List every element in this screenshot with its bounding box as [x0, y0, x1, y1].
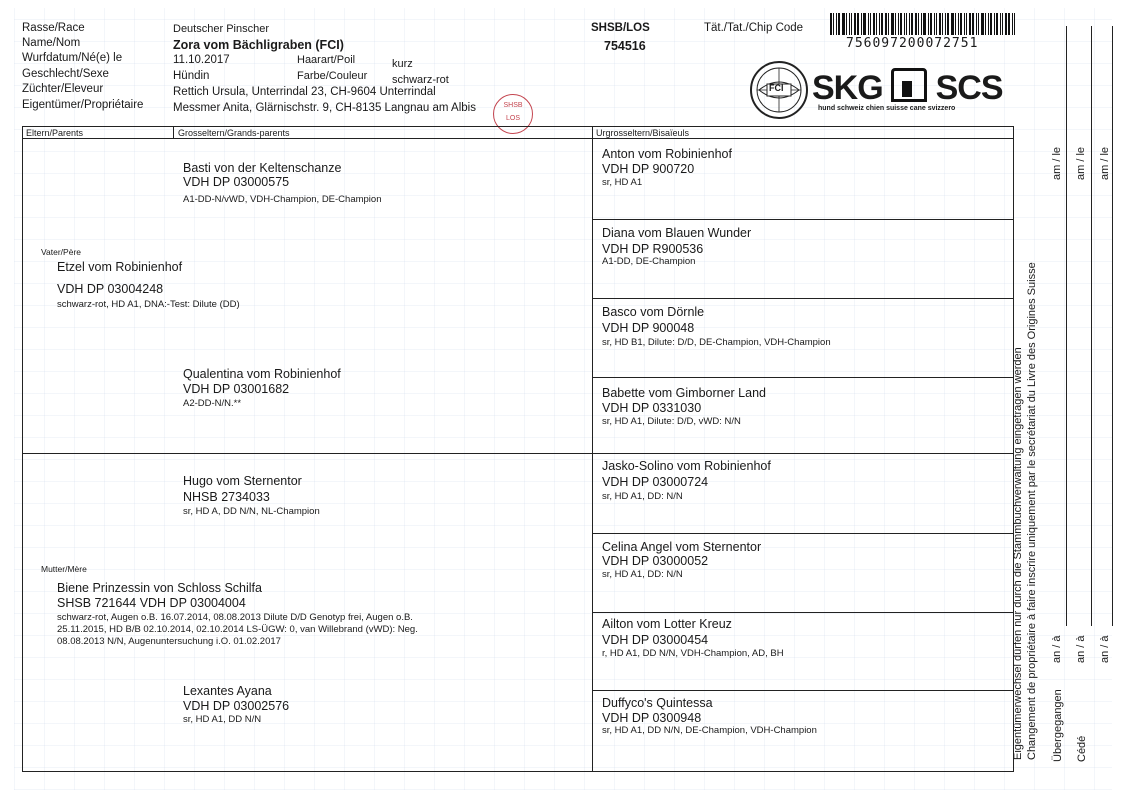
to-label: an / à [1099, 635, 1111, 663]
grandparent-name: Hugo vom Sternentor [183, 474, 302, 488]
studbook-label: SHSB/LOS [591, 22, 650, 34]
ownership-notice-de: Eigentümerwechsel dürfen nur durch die Stammbuchverwaltung eingetragen werden [1012, 347, 1024, 760]
barcode-bar [936, 13, 937, 35]
sire-reg: VDH DP 03004248 [57, 282, 164, 296]
great-grandparent-info: sr, HD A1, Dilute: D/D, vWD: N/N [602, 416, 741, 427]
barcode-bar [960, 13, 962, 35]
barcode-bar [1000, 13, 1001, 35]
ceded-label: Cédé [1076, 735, 1088, 762]
grandparent-reg: VDH DP 03000575 [183, 175, 290, 189]
great-grandparent-info: sr, HD B1, Dilute: D/D, DE-Champion, VDH-Champion [602, 337, 831, 348]
breed-label: Rasse/Race [22, 22, 85, 34]
grandparent-name: Qualentina vom Robinienhof [183, 367, 341, 381]
barcode-bar [955, 13, 956, 35]
great-grandparent-reg: VDH DP 03000724 [602, 475, 709, 489]
color-label: Farbe/Couleur [297, 70, 368, 82]
birth-label: Wurfdatum/Né(e) le [22, 52, 123, 64]
sire-name: Etzel vom Robinienhof [57, 260, 183, 274]
great-grandparent-name: Anton vom Robinienhof [602, 147, 732, 161]
barcode-bar [1002, 13, 1003, 35]
barcode-bar [939, 13, 941, 35]
great-grandparents-column-header: Urgrosseltern/Bisaïeuls [596, 128, 690, 138]
barcode-bar [854, 13, 856, 35]
date-label: am / le [1051, 146, 1063, 180]
grandparent-name: Basti von der Keltenschanze [183, 161, 342, 175]
barcode-bar [900, 13, 902, 35]
barcode-bar [849, 13, 850, 35]
great-grandparent-name: Ailton vom Lotter Kreuz [602, 617, 732, 631]
dam-role: Mutter/Mère [41, 564, 87, 574]
chip-barcode [830, 13, 1017, 35]
date-label: am / le [1099, 146, 1111, 180]
barcode-bar [1014, 13, 1015, 35]
date-label: am / le [1075, 146, 1087, 180]
barcode-bar [978, 13, 979, 35]
to-label: an / à [1051, 635, 1063, 663]
barcode-bar [846, 13, 847, 35]
barcode-bar [1012, 13, 1013, 35]
dog-name: Zora vom Bächligraben (FCI) [173, 38, 344, 52]
great-grandparent-reg: VDH DP 0331030 [602, 401, 702, 415]
pedigree-certificate [14, 8, 1112, 790]
great-grandparent-info: r, HD A1, DD N/N, VDH-Champion, AD, BH [602, 648, 784, 659]
grandparent-info: sr, HD A1, DD N/N [183, 714, 262, 725]
sex-label: Geschlecht/Sexe [22, 68, 109, 80]
barcode-bar [994, 13, 995, 35]
owner-value: Messmer Anita, Glärnischstr. 9, CH-8135 Langnau am Albis [173, 102, 476, 114]
barcode-bar [964, 13, 965, 35]
dam-info-line: schwarz-rot, Augen o.B. 16.07.2014, 08.08.2013 Dilute D/D Genotyp frei, Augen o.B. [57, 612, 413, 623]
grandparent-reg: VDH DP 03002576 [183, 699, 290, 713]
dam-reg: SHSB 721644 VDH DP 03004004 [57, 596, 246, 610]
barcode-bar [857, 13, 859, 35]
barcode-bar [923, 13, 926, 35]
owner-label: Eigentümer/Propriétaire [22, 99, 144, 111]
barcode-bar [873, 13, 875, 35]
barcode-bar [969, 13, 971, 35]
sire-role: Vater/Père [41, 247, 82, 257]
grandparent-info: A2-DD-N/N.** [183, 398, 242, 409]
barcode-bar [881, 13, 883, 35]
great-grandparent-reg: VDH DP 900720 [602, 162, 695, 176]
barcode-bar [934, 13, 935, 35]
breeder-label: Züchter/Eleveur [22, 83, 104, 95]
great-grandparent-info: sr, HD A1 [602, 177, 643, 188]
sex-value: Hündin [173, 70, 210, 82]
great-grandparent-name: Jasko-Solino vom Robinienhof [602, 459, 771, 473]
barcode-bar [888, 13, 889, 35]
skg-tagline: hund schweiz chien suisse cane svizzero [818, 105, 956, 112]
barcode-bar [996, 13, 998, 35]
barcode-bar [915, 13, 917, 35]
grandparent-reg: NHSB 2734033 [183, 490, 270, 504]
barcode-bar [951, 13, 954, 35]
barcode-bar [891, 13, 894, 35]
color-value: schwarz-rot [392, 74, 449, 86]
great-grandparent-name: Duffyco's Quintessa [602, 696, 713, 710]
barcode-bar [836, 13, 837, 35]
great-grandparent-name: Babette vom Gimborner Land [602, 386, 766, 400]
grandparent-info: sr, HD A, DD N/N, NL-Champion [183, 506, 320, 517]
great-grandparent-reg: VDH DP 03000052 [602, 554, 709, 568]
great-grandparent-name: Basco vom Dörnle [602, 305, 705, 319]
barcode-bar [906, 13, 907, 35]
dam-name: Biene Prinzessin von Schloss Schilfa [57, 581, 262, 595]
grandparent-name: Lexantes Ayana [183, 684, 272, 698]
barcode-bar [895, 13, 896, 35]
transferred-label: Übergegangen [1052, 689, 1064, 762]
barcode-bar [947, 13, 949, 35]
barcode-bar [985, 13, 986, 35]
barcode-bar [958, 13, 959, 35]
breed-value: Deutscher Pinscher [173, 23, 269, 35]
barcode-bar [1005, 13, 1007, 35]
great-grandparent-reg: VDH DP 03000454 [602, 633, 709, 647]
breeder-value: Rettich Ursula, Unterrindal 23, CH-9604 Unterrindal [173, 86, 436, 98]
dog-house-icon [891, 68, 927, 102]
great-grandparent-info: A1-DD, DE-Champion [602, 256, 696, 267]
sire-info: schwarz-rot, HD A1, DNA:-Test: Dilute (DD) [57, 299, 240, 310]
barcode-bar [833, 13, 834, 35]
ownership-notice-fr: Changement de propriétaire à faire inscrire uniquement par le secrétariat du Livre des Origines Suisse [1026, 262, 1038, 760]
barcode-bar [879, 13, 880, 35]
barcode-bar [838, 13, 840, 35]
chip-number: 756097200072751 [846, 36, 979, 51]
parents-column-header: Eltern/Parents [26, 128, 84, 138]
barcode-bar [851, 13, 852, 35]
to-label: an / à [1075, 635, 1087, 663]
great-grandparent-name: Celina Angel vom Sternentor [602, 540, 762, 554]
barcode-bar [966, 13, 967, 35]
barcode-bar [942, 13, 943, 35]
dam-info-line: 08.08.2013 N/N, Augenuntersuchung i.O. 01.02.2017 [57, 636, 281, 647]
grandparents-column-header: Grosseltern/Grands-parents [178, 128, 290, 138]
barcode-bar [928, 13, 929, 35]
chip-label: Tät./Tat./Chip Code [704, 22, 804, 34]
great-grandparent-reg: VDH DP R900536 [602, 242, 704, 256]
fci-logo: FCI [749, 60, 809, 120]
great-grandparent-info: sr, HD A1, DD: N/N [602, 491, 683, 502]
coat-value: kurz [392, 58, 413, 70]
pedigree-table [22, 126, 1014, 772]
skg-logo: SKG SCS [812, 69, 1003, 107]
barcode-bar [930, 13, 932, 35]
barcode-bar [861, 13, 862, 35]
barcode-bar [842, 13, 845, 35]
barcode-bar [904, 13, 905, 35]
barcode-bar [870, 13, 871, 35]
barcode-bar [1008, 13, 1010, 35]
barcode-bar [918, 13, 919, 35]
barcode-bar [876, 13, 877, 35]
great-grandparent-info: sr, HD A1, DD N/N, DE-Champion, VDH-Champion [602, 725, 817, 736]
barcode-bar [945, 13, 946, 35]
barcode-bar [909, 13, 910, 35]
barcode-bar [921, 13, 922, 35]
shsb-stamp: SHSB LOS [493, 94, 533, 134]
barcode-bar [988, 13, 989, 35]
great-grandparent-reg: VDH DP 0300948 [602, 711, 702, 725]
barcode-bar [972, 13, 974, 35]
great-grandparent-name: Diana vom Blauen Wunder [602, 226, 752, 240]
dam-info-line: 25.11.2015, HD B/B 02.10.2014, 02.10.2014 LS-ÜGW: 0, van Willebrand (vWD): Neg. [57, 624, 418, 635]
name-label: Name/Nom [22, 37, 81, 49]
great-grandparent-reg: VDH DP 900048 [602, 321, 695, 335]
grandparent-info: A1-DD-N/vWD, VDH-Champion, DE-Champion [183, 194, 382, 205]
barcode-bar [990, 13, 992, 35]
barcode-bar [868, 13, 869, 35]
barcode-bar [981, 13, 984, 35]
grandparent-reg: VDH DP 03001682 [183, 382, 290, 396]
coat-label: Haarart/Poil [297, 54, 356, 66]
barcode-bar [911, 13, 913, 35]
birth-value: 11.10.2017 [173, 54, 230, 66]
great-grandparent-info: sr, HD A1, DD: N/N [602, 569, 683, 580]
barcode-bar [898, 13, 899, 35]
barcode-bar [863, 13, 866, 35]
barcode-bar [976, 13, 977, 35]
barcode-bar [830, 13, 832, 35]
studbook-number: 754516 [604, 39, 646, 53]
barcode-bar [885, 13, 887, 35]
